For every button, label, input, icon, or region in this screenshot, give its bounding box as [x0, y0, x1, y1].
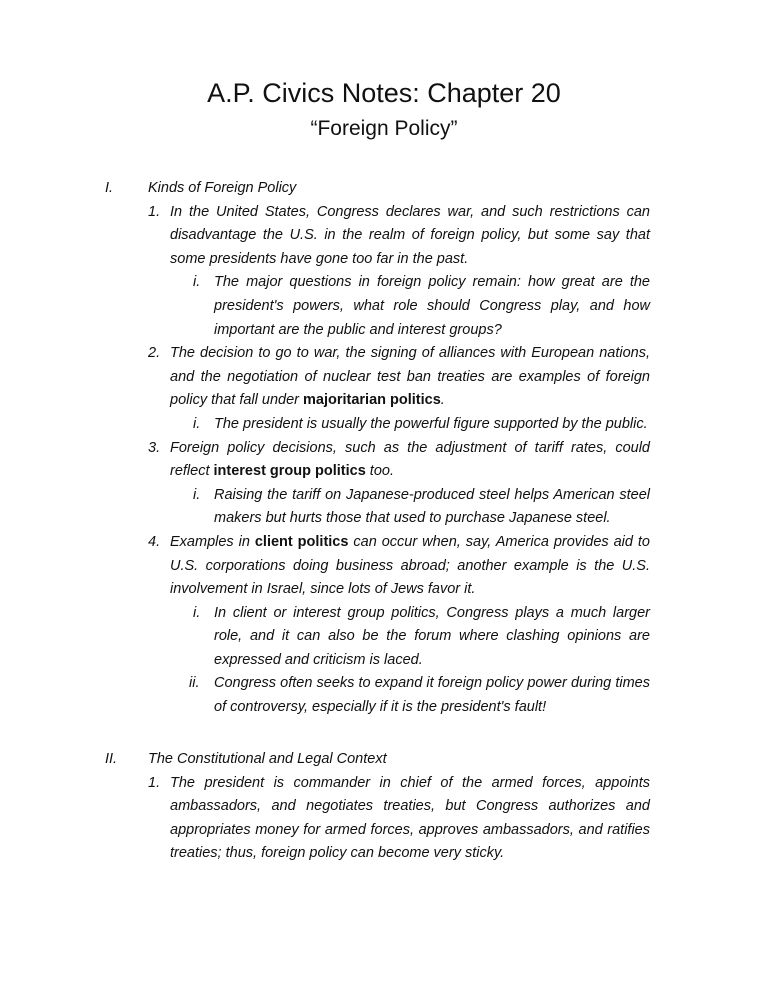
sub-item: [193, 484, 650, 531]
sub-number: i.: [193, 604, 201, 621]
item-text-end: too.: [365, 463, 394, 480]
sub-text: In client or interest group politics, Congress plays a much larger role, and it can also be the forum where clashing opinions are expressed and criticism is laced.: [214, 604, 650, 668]
sub-text: Congress often seeks to expand it foreign policy power during times of controversy, especially if it is the president's fault!: [214, 675, 650, 716]
sub-text: Raising the tariff on Japanese-produced steel helps American steel makers but hurts those that used to purchase Japanese steel.: [214, 486, 650, 527]
item-text: Foreign policy decisions, such as the adjustment of tariff rates, could reflect: [170, 439, 650, 480]
list-item: [148, 531, 650, 602]
item-number: 2.: [148, 345, 161, 362]
item-text: In the United States, Congress declares war, and such restrictions can disadvantage the U.S. in the realm of foreign policy, but some say that some presidents have gone too far in the past.: [170, 203, 650, 267]
section-2: [105, 748, 665, 866]
item-number: 1.: [148, 774, 161, 791]
key-term: majoritarian politics: [303, 392, 441, 409]
sub-item: [193, 602, 650, 673]
item-text: The decision to go to war, the signing of alliances with European nations, and the negotiation of nuclear test ban treaties are examples of foreign policy that fall under: [170, 345, 650, 409]
sub-text: The major questions in foreign policy remain: how great are the president's powers, what role should Congress play, and how important are the public and interest groups?: [214, 274, 650, 338]
sub-number: i.: [193, 274, 201, 291]
list-item: [148, 772, 650, 866]
item-number: 4.: [148, 533, 161, 550]
item-text-end: .: [440, 392, 445, 409]
sub-item: [193, 413, 650, 437]
item-text: The president is commander in chief of the armed forces, appoints ambassadors, and negotiates treaties, but Congress authorizes and appropriates money for armed forces, approves ambassadors, and ratifies treaties; thus, foreign policy can become very sticky.: [170, 774, 650, 862]
document-subtitle: “Foreign Policy”: [310, 117, 458, 140]
section-1: [105, 177, 665, 720]
sub-text: The president is usually the powerful figure supported by the public.: [214, 415, 648, 432]
sub-number: i.: [193, 486, 201, 503]
item-text: Examples in: [170, 533, 255, 550]
section-heading: Kinds of Foreign Policy: [148, 180, 297, 196]
key-term: client politics: [254, 533, 349, 550]
list-item: [148, 437, 650, 484]
item-text-end: can occur when, say, America provides aid to U.S. corporations doing business abroad; another example is the U.S. involvement in Israel, since lots of Jews favor it.: [170, 533, 650, 598]
list-item: [148, 201, 650, 272]
document-title: A.P. Civics Notes: Chapter 20: [207, 78, 561, 108]
section-heading: The Constitutional and Legal Context: [148, 751, 387, 767]
sub-item: [189, 672, 650, 719]
sub-number: ii.: [189, 675, 200, 692]
sub-item: [193, 271, 650, 342]
item-number: 1.: [148, 203, 161, 220]
section-numeral: II.: [105, 751, 118, 767]
sub-number: i.: [193, 415, 201, 432]
item-number: 3.: [148, 439, 161, 456]
key-term: interest group politics: [213, 463, 366, 480]
list-item: [148, 342, 650, 413]
section-numeral: I.: [105, 180, 114, 196]
